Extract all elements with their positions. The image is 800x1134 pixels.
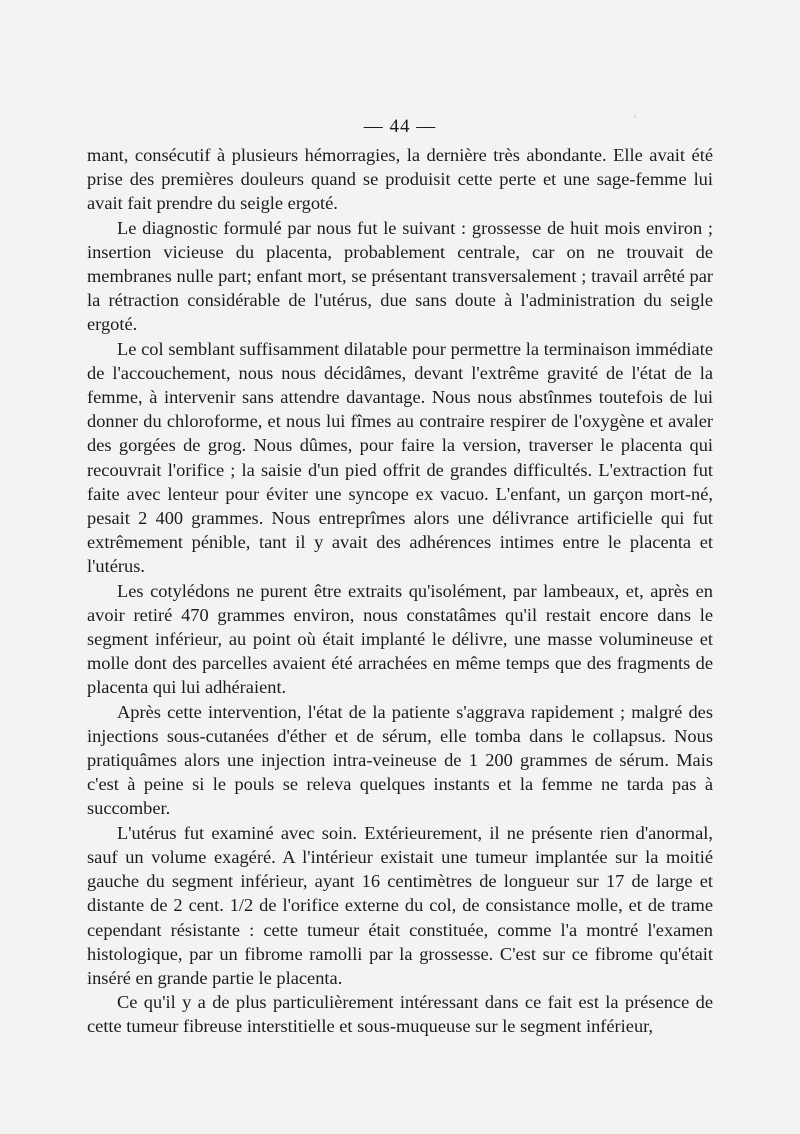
paragraph-6: L'utérus fut examiné avec soin. Extérieurement, il ne présente rien d'anormal, sauf un volume exagéré. A l'intérieur existait une tumeur implantée sur la moitié gauche du segment inférieur, ayant 16 centimètres de longueur sur 17 de large et distante de 2 cent. 1/2 de l'orifice externe du col, de consistance molle, et de trame cependant résistante : cette tumeur était constituée, comme l'a montré l'examen histologique, par un fibrome ramolli par la grossesse. C'est sur ce fibrome qu'était inséré en grande partie le placenta. [87,822,713,988]
paragraph-2: Le diagnostic formulé par nous fut le suivant : grossesse de huit mois environ ; insertion vicieuse du placenta, probablement centrale, car on ne trouvait de membranes nulle part; enfant mort, se présentant transversalement ; travail arrêté par la rétraction considérable de l'utérus, due sans doute à l'administration du seigle ergoté. [87,217,713,335]
paragraph-7: Ce qu'il y a de plus particulièrement intéressant dans ce fait est la présence de cette tumeur fibreuse interstitielle et sous-muqueuse sur le segment inférieur, [87,992,713,1037]
paragraph-4: Les cotylédons ne purent être extraits qu'isolément, par lambeaux, et, après en avoir retiré 470 grammes environ, nous constatâmes qu'il restait encore dans le segment inférieur, au point où était implanté le délivre, une masse volumineuse et molle dont des parcelles avaient été arrachées en même temps que des fragments de placenta qui lui adhéraient. [87,580,713,698]
paragraph-5: Après cette intervention, l'état de la patiente s'aggrava rapidement ; malgré des injections sous-cutanées d'éther et de sérum, elle tomba dans le collapsus. Nous pratiquâmes alors une injection intra-veineuse de 1 200 grammes de sérum. Mais c'est à peine si le pouls se releva quelques instants et la femme ne tarda pas à succomber. [87,701,713,819]
margin-mark: ' [634,112,637,126]
page-number: — 44 — [363,116,437,137]
paragraph-1: mant, consécutif à plusieurs hémorragies, la dernière très abondante. Elle avait été prise des premières douleurs quand se produisit cette perte et une sage-femme lui avait fait prendre du seigle ergoté. [87,145,713,214]
paragraph-3: Le col semblant suffisamment dilatable pour permettre la terminaison immédiate de l'accouchement, nous nous décidâmes, devant l'extrême gravité de l'état de la femme, à intervenir sans attendre davantage. Nous nous abstînmes toutefois de lui donner du chloroforme, et nous lui fîmes au contraire respirer de l'oxygène et avaler des gorgées de grog. Nous dûmes, pour faire la version, traverser le placenta qui recouvrait l'orifice ; la saisie d'un pied offrit de grandes difficultés. L'extraction fut faite avec lenteur pour éviter une syncope ex vacuo. L'enfant, un garçon mort-né, pesait 2 400 grammes. Nous entreprîmes alors une délivrance artificielle qui fut extrêmement pénible, tant il y avait des adhérences intimes entre le placenta et l'utérus. [87,338,713,577]
body-text [87,143,713,1039]
